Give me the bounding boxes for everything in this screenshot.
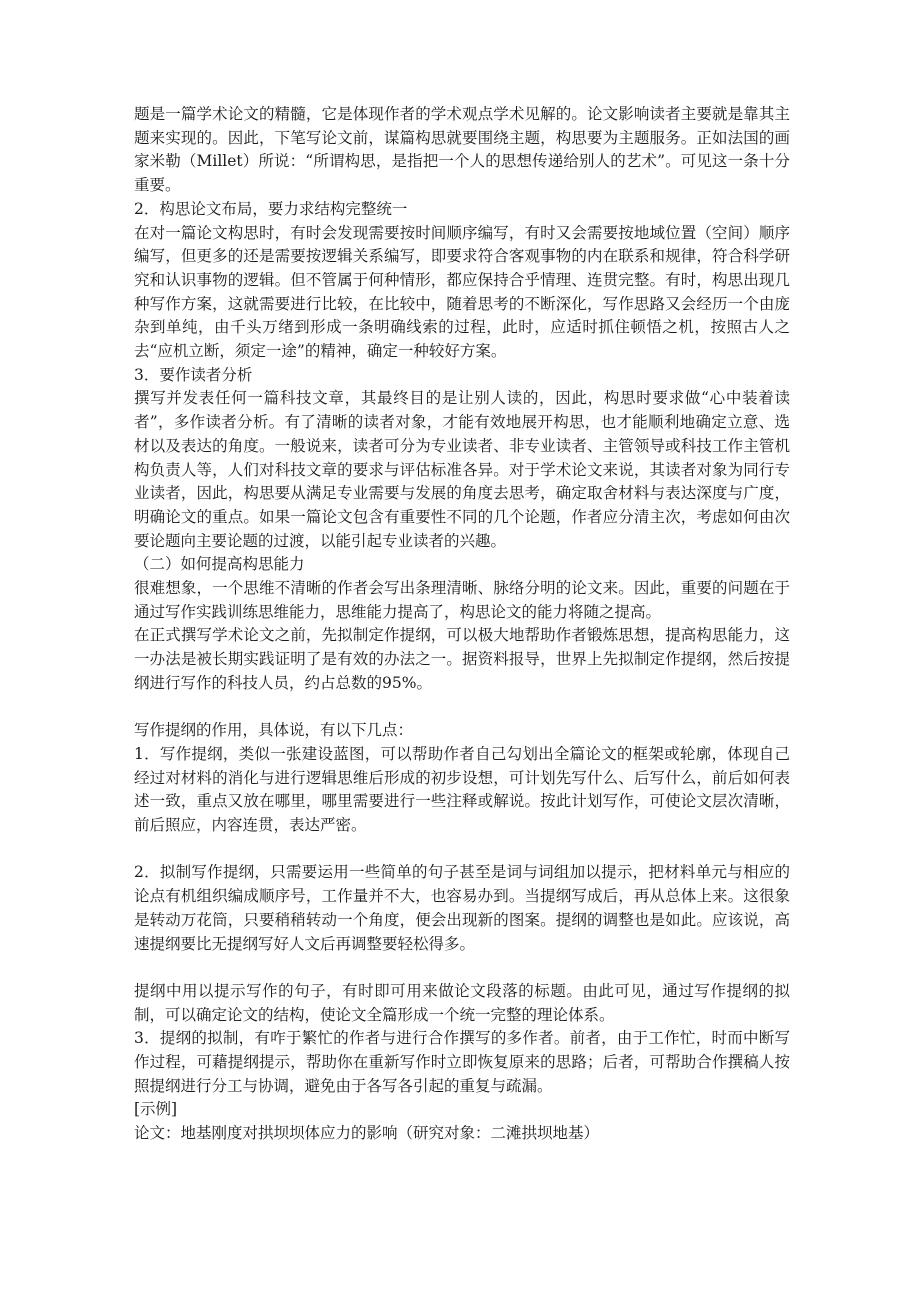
paragraph-theme: 题是一篇学术论文的精髓，它是体现作者的学术观点学术见解的。论文影响读者主要就是靠其主题来实现的。因此，下笔写论文前，谋篇构思就要围绕主题，构思要为主题服务。正如法国的画家米勒（Millet）所说：“所谓构思，是指把一个人的思想传递给别人的艺术”。可见这一条十分重要。 (134, 105, 790, 195)
document-body (134, 103, 790, 1146)
paragraph-thinking: 很难想象，一个思维不清晰的作者会写出条理清晰、脉络分明的论文来。因此，重要的问题在于通过写作实践训练思维能力，思维能力提高了，构思论文的能力将随之提高。 (134, 579, 790, 621)
heading-improve-ability: （二）如何提高构思能力 (134, 555, 305, 574)
blank-line (134, 838, 790, 862)
paragraph-outline-function-1: 1．写作提纲，类似一张建设蓝图，可以帮助作者自己勾划出全篇论文的框架或轮廓，体现自己经过对材料的消化与进行逻辑思维后形成的初步设想，可计划先写什么、后写什么，前后如何表述一致，重点又放在哪里，哪里需要进行一些注释或解说。按此计划写作，可使论文层次清晰，前后照应，内容连贯，表达严密。 (134, 744, 790, 835)
blank-line (134, 696, 790, 720)
paragraph-outline-first: 在正式撰写学术论文之前，先拟制定作提纲，可以极大地帮助作者锻炼思想，提高构思能力，这一办法是被长期实践证明了是有效的办法之一。据资料报导，世界上先拟制定作提纲，然后按提纲进行写作的科技人员，约占总数的95%。 (134, 626, 790, 692)
blank-line (134, 956, 790, 980)
heading-reader-analysis: 3．要作读者分析 (134, 365, 253, 384)
example-thesis-title: 论文：地基刚度对拱坝坝体应力的影响（研究对象：二滩拱坝地基） (134, 1124, 600, 1143)
paragraph-outline-function-3: 3．提纲的拟制，有咋于繁忙的作者与进行合作撰写的多作者。前者，由于工作忙，时而中断写作过程，可藉提纲提示，帮助你在重新写作时立即恢复原来的思路；后者，可帮助合作撰稿人按照提纲进行分工与协调，避免由于各写各引起的重复与疏漏。 (134, 1029, 790, 1095)
paragraph-structure: 在对一篇论文构思时，有时会发现需要按时间顺序编写，有时又会需要按地域位置（空间）顺序编写，但更多的还是需要按逻辑关系编写，即要求符合客观事物的内在联系和规律，符合科学研究和认识事物的逻辑。但不管属于何种情形，都应保持合乎情理、连贯完整。有时，构思出现几种写作方案，这就需要进行比较，在比较中，随着思考的不断深化，写作思路又会经历一个由庞杂到单纯，由千头万绪到形成一条明确线索的过程，此时，应适时抓住顿悟之机，按照古人之去“应机立断，须定一途”的精神，确定一种较好方案。 (134, 223, 790, 361)
paragraph-reader-analysis: 撰写并发表任何一篇科技文章，其最终目的是让别人读的，因此，构思时要求做“心中装着读者”，多作读者分析。有了清晰的读者对象，才能有效地展开构思，也才能顺利地确定立意、选材以及表达的角度。一般说来，读者可分为专业读者、非专业读者、主管领导或科技工作主管机构负责人等，人们对科技文章的要求与评估标准各异。对于学术论文来说，其读者对象为同行专业读者，因此，构思要从满足专业需要与发展的角度去思考，确定取舍材料与表达深度与广度，明确论文的重点。如果一篇论文包含有重要性不同的几个论题，作者应分清主次，考虑如何由次要论题向主要论题的过渡，以能引起专业读者的兴趣。 (134, 389, 790, 550)
example-label: [示例] (134, 1100, 178, 1119)
paragraph-outline-function-2: 2．拟制写作提纲，只需要运用一些简单的句子甚至是词与词组加以提示，把材料单元与相应的论点有机组织编成顺序号，工作量并不大，也容易办到。当提纲写成后，再从总体上来。这很象是转动万花筒，只要稍稍转动一个角度，便会出现新的图案。提纲的调整也是如此。应该说，高速提纲要比无提纲写好人文后再调整要轻松得多。 (134, 863, 790, 953)
paragraph-outline-functions-intro: 写作提纲的作用，具体说，有以下几点： (134, 721, 414, 740)
paragraph-outline-headings: 提纲中用以提示写作的句子，有时即可用来做论文段落的标题。由此可见，通过写作提纲的拟制，可以确定论文的结构，使论文全篇形成一个统一完整的理论体系。 (134, 981, 790, 1024)
heading-structure: 2．构思论文布局，要力求结构完整统一 (134, 199, 408, 218)
